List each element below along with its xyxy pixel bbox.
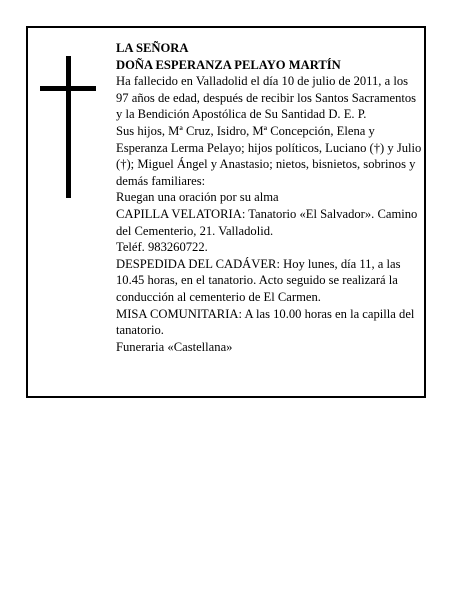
deceased-name: DOÑA ESPERANZA PELAYO MARTÍN: [116, 57, 341, 72]
heading-title: LA SEÑORA: [116, 41, 189, 55]
chapel-info: CAPILLA VELATORIA: Tanatorio «El Salvador». Camino del Cementerio, 21. Valladolid.: [116, 206, 418, 238]
cross-vertical-bar: [66, 56, 71, 198]
mass-info: MISA COMUNITARIA: A las 10.00 horas en la capilla del tanatorio.: [116, 306, 415, 338]
funeral-home: Funeraria «Castellana»: [116, 339, 233, 354]
prayer-request: Ruegan una oración por su alma: [116, 190, 279, 205]
latin-cross-icon: [40, 56, 96, 198]
farewell-info: DESPEDIDA DEL CADÁVER: Hoy lunes, día 11, a las 10.45 horas, en el tanatorio. Acto seguido se realizará la conducción al cementerio de El Carmen.: [116, 256, 401, 304]
family-list: Sus hijos, Mª Cruz, Isidro, Mª Concepción, Elena y Esperanza Lerma Pelayo; hijos políticos, Luciano (†) y Julio (†); Miguel Ángel y Anastasio; nietos, bisnietos, sobrinos y demás familiares:: [116, 123, 422, 188]
obituary-notice: [26, 26, 426, 398]
notice-content: [116, 40, 422, 355]
cross-horizontal-bar: [40, 86, 96, 91]
phone-number: Teléf. 983260722.: [116, 240, 208, 255]
death-statement: Ha fallecido en Valladolid el día 10 de julio de 2011, a los 97 años de edad, después de recibir los Santos Sacramentos y la Bendición Apostólica de Su Santidad D. E. P.: [116, 74, 417, 122]
